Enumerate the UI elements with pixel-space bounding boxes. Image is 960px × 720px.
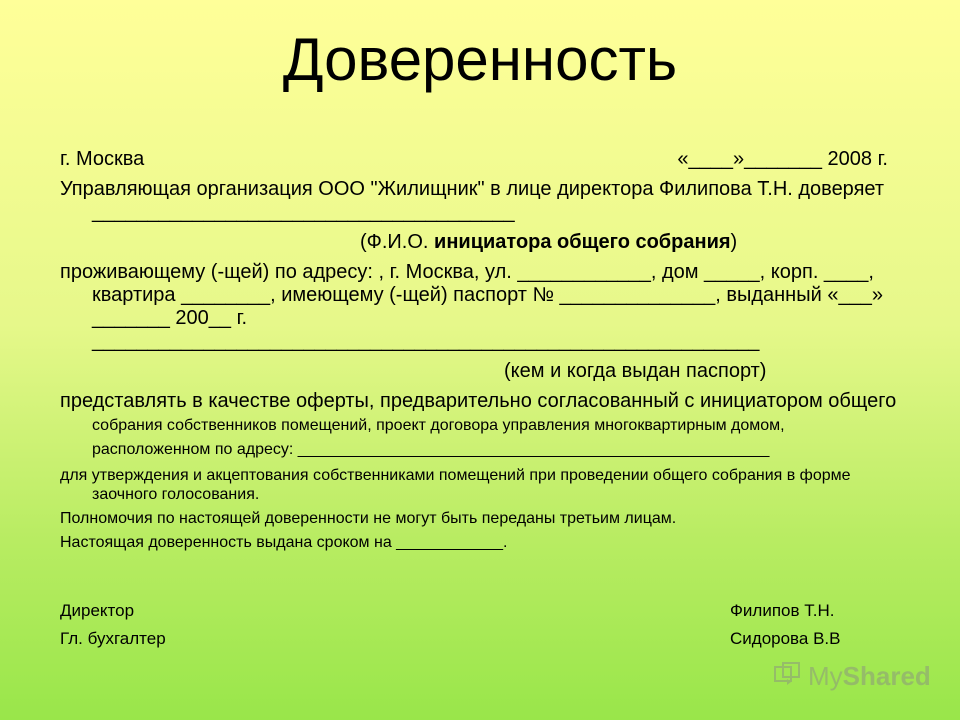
watermark-text-shared: Shared — [842, 660, 931, 691]
fio-caption-bold: инициатора общего собрания — [434, 231, 731, 253]
signature-accountant — [60, 629, 880, 649]
myshared-logo-icon — [772, 659, 802, 694]
city-date-line — [60, 148, 900, 171]
fio-caption — [60, 231, 900, 254]
paragraph-organization: Управляющая организация ООО "Жилищник" в лице директора Филипова Т.Н. доверяет ______________________________________ — [60, 178, 885, 223]
offer-text-small: собрания собственников помещений, проект договора управления многоквартирным домом, расположенном по адресу: _____________________________________________________ — [92, 417, 785, 458]
passport-caption: (кем и когда выдан паспорт) — [504, 360, 767, 382]
watermark-text-my: My — [808, 660, 843, 691]
fio-caption-open: (Ф.И.О. — [360, 231, 435, 253]
paragraph-approval: для утверждения и акцептования собственниками помещений при проведении общего собрания в форме заочного голосования. — [60, 467, 851, 503]
signature-role: Директор — [60, 601, 135, 620]
signature-director — [60, 601, 880, 621]
paragraph-powers: Полномочия по настоящей доверенности не могут быть переданы третьим лицам. — [60, 510, 677, 527]
signature-name: Сидорова В.В — [730, 629, 841, 648]
fio-caption-close: ) — [730, 231, 738, 253]
offer-text-large: представлять в качестве оферты, предварительно согласованный с инициатором общего — [60, 390, 897, 412]
date-field: «____»_______ 2008 г. — [677, 148, 888, 170]
city-label: г. Москва — [60, 148, 145, 170]
document-title: Доверенность — [282, 26, 678, 93]
paragraph-offer — [60, 390, 900, 461]
paragraph-address: проживающему (-щей) по адресу: , г. Москва, ул. ____________, дом _____, корп. ____, квартира ________, имеющему (-щей) паспорт № ______________, выданный «___» _______ 200__ г. ____________________________________________________________ — [60, 261, 883, 352]
document-body — [60, 148, 900, 557]
signature-name: Филипов Т.Н. — [730, 601, 835, 620]
watermark-text — [808, 661, 931, 692]
paragraph-term: Настоящая доверенность выдана сроком на ____________. — [60, 534, 508, 551]
signature-role: Гл. бухгалтер — [60, 629, 166, 648]
watermark — [772, 658, 932, 694]
